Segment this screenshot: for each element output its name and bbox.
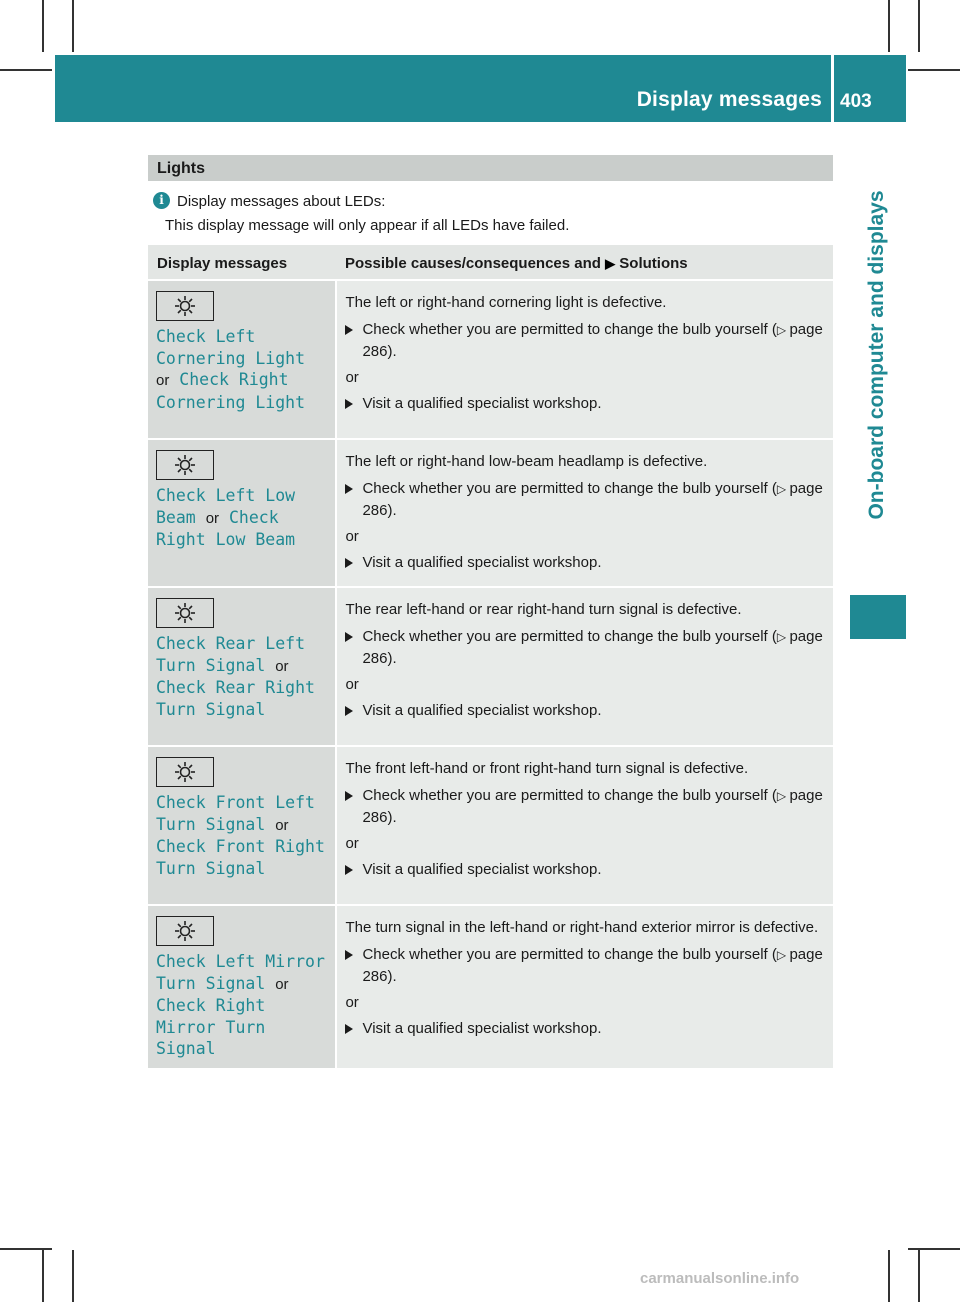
solution-step xyxy=(345,478,825,521)
cause-text: The turn signal in the left-hand or right-hand exterior mirror is defective. xyxy=(345,919,819,936)
solution-step xyxy=(345,393,825,414)
display-message-text xyxy=(156,633,327,720)
bulb-warning-icon xyxy=(156,450,214,480)
display-message-cell xyxy=(148,281,335,438)
table-header xyxy=(148,245,833,279)
step-text: Visit a qualified specialist workshop. xyxy=(362,702,602,719)
step-arrow-icon xyxy=(345,484,353,494)
or-text: or xyxy=(345,369,359,386)
bulb-warning-icon xyxy=(156,291,214,321)
bulb-warning-icon xyxy=(156,598,214,628)
or-label: or xyxy=(156,372,170,389)
info-line-2: This display message will only appear if all LEDs have failed. xyxy=(165,217,570,234)
display-messages-table xyxy=(148,245,833,1070)
page-reference-icon: ▷ xyxy=(776,482,790,496)
page-reference-link[interactable]: page 286). xyxy=(362,628,823,667)
or-text: or xyxy=(345,528,359,545)
column-header-causes-solutions xyxy=(336,245,833,279)
bulb-warning-icon xyxy=(156,916,214,946)
cause-solution-cell xyxy=(337,747,833,904)
step-arrow-icon xyxy=(345,791,353,801)
step-arrow-icon xyxy=(345,706,353,716)
display-message-cell xyxy=(148,906,335,1068)
table-row xyxy=(148,906,833,1068)
step-arrow-icon xyxy=(345,399,353,409)
page-reference-link[interactable]: page 286). xyxy=(362,946,823,985)
step-text: Check whether you are permitted to change the bulb yourself ( xyxy=(362,787,777,804)
cause-text: The front left-hand or front right-hand turn signal is defective. xyxy=(345,760,749,777)
step-arrow-icon xyxy=(345,1024,353,1034)
column-header-solutions-text: Solutions xyxy=(619,255,688,272)
page-reference-icon: ▷ xyxy=(776,323,790,337)
crop-mark xyxy=(888,0,890,52)
or-text: or xyxy=(345,676,359,693)
display-message-text xyxy=(156,951,327,1060)
header-divider xyxy=(831,55,834,122)
cause-text: The rear left-hand or rear right-hand turn signal is defective. xyxy=(345,601,742,618)
section-bar xyxy=(148,155,833,181)
message-left: Check Left Cornering Light xyxy=(156,327,306,368)
display-message-text xyxy=(156,485,327,551)
table-row xyxy=(148,440,833,586)
cause-solution-cell xyxy=(337,440,833,586)
section-title: Lights xyxy=(157,160,205,177)
arrow-icon: ▶ xyxy=(605,256,616,271)
solution-step xyxy=(345,552,825,573)
message-right: Check Right Mirror Turn Signal xyxy=(156,996,266,1058)
step-text: Check whether you are permitted to change the bulb yourself ( xyxy=(362,628,777,645)
step-text: Visit a qualified specialist workshop. xyxy=(362,554,602,571)
step-text: Check whether you are permitted to change the bulb yourself ( xyxy=(362,480,777,497)
column-header-causes-text: Possible causes/consequences and xyxy=(345,255,601,272)
display-message-cell xyxy=(148,747,335,904)
cause-solution-cell xyxy=(337,906,833,1068)
table-body xyxy=(148,281,833,1068)
page-reference-icon: ▷ xyxy=(776,789,790,803)
crop-mark xyxy=(0,69,52,71)
step-text: Check whether you are permitted to change the bulb yourself ( xyxy=(362,321,777,338)
page-reference-icon: ▷ xyxy=(776,630,790,644)
message-left: Check Left Mirror Turn Signal xyxy=(156,952,325,993)
crop-mark xyxy=(42,1250,44,1302)
solution-step xyxy=(345,700,825,721)
solution-step xyxy=(345,944,825,987)
page-reference-link[interactable]: page 286). xyxy=(362,480,823,519)
page-title: Display messages xyxy=(636,88,822,111)
or-text: or xyxy=(345,835,359,852)
message-left: Check Front Left Turn Signal xyxy=(156,793,315,834)
step-arrow-icon xyxy=(345,950,353,960)
cause-text: The left or right-hand cornering light is defective. xyxy=(345,294,667,311)
or-label: or xyxy=(275,816,289,834)
page-reference-link[interactable]: page 286). xyxy=(362,321,823,360)
step-arrow-icon xyxy=(345,865,353,875)
crop-mark xyxy=(888,1250,890,1302)
display-message-cell xyxy=(148,440,335,586)
page-number: 403 xyxy=(840,91,872,112)
cause-solution-cell xyxy=(337,281,833,438)
table-row xyxy=(148,281,833,438)
info-line-1: Display messages about LEDs: xyxy=(177,193,386,210)
message-right: Check Right Low Beam xyxy=(156,507,296,549)
crop-mark xyxy=(0,1248,52,1250)
page-reference-link[interactable]: page 286). xyxy=(362,787,823,826)
message-right: Check Front Right Turn Signal xyxy=(156,837,325,878)
or-label: or xyxy=(205,509,220,527)
crop-mark xyxy=(42,0,44,52)
message-left: Check Left Low Beam xyxy=(156,486,296,527)
step-text: Visit a qualified specialist workshop. xyxy=(362,1020,602,1037)
message-right: Check Rear Right Turn Signal xyxy=(156,678,315,719)
step-text: Visit a qualified specialist workshop. xyxy=(362,395,602,412)
column-header-display-messages: Display messages xyxy=(157,255,288,272)
watermark: carmanualsonline.info xyxy=(640,1270,800,1287)
bulb-warning-icon xyxy=(156,757,214,787)
solution-step xyxy=(345,319,825,362)
or-label: or xyxy=(275,657,289,675)
display-message-cell xyxy=(148,588,335,745)
table-row xyxy=(148,747,833,904)
crop-mark xyxy=(908,1248,960,1250)
step-text: Check whether you are permitted to change the bulb yourself ( xyxy=(362,946,777,963)
solution-step xyxy=(345,1018,825,1039)
solution-step xyxy=(345,626,825,669)
crop-mark xyxy=(908,69,960,71)
step-arrow-icon xyxy=(345,325,353,335)
cause-text: The left or right-hand low-beam headlamp is defective. xyxy=(345,453,708,470)
step-text: Visit a qualified specialist workshop. xyxy=(362,861,602,878)
crop-mark xyxy=(918,0,920,52)
cause-solution-cell xyxy=(337,588,833,745)
or-text: or xyxy=(345,994,359,1011)
display-message-text xyxy=(156,326,327,413)
table-row xyxy=(148,588,833,745)
info-icon: i xyxy=(153,192,170,209)
solution-step xyxy=(345,785,825,828)
display-message-text xyxy=(156,792,327,879)
side-tab-label: On-board computer and displays xyxy=(865,190,888,520)
message-left: Check Rear Left Turn Signal xyxy=(156,634,306,675)
crop-mark xyxy=(72,1250,74,1302)
side-tab-marker xyxy=(850,595,906,639)
solution-step xyxy=(345,859,825,880)
step-arrow-icon xyxy=(345,632,353,642)
page-reference-icon: ▷ xyxy=(776,948,790,962)
crop-mark xyxy=(72,0,74,52)
or-label: or xyxy=(275,975,289,993)
crop-mark xyxy=(918,1250,920,1302)
step-arrow-icon xyxy=(345,558,353,568)
message-right: Check Right Cornering Light xyxy=(156,370,306,412)
